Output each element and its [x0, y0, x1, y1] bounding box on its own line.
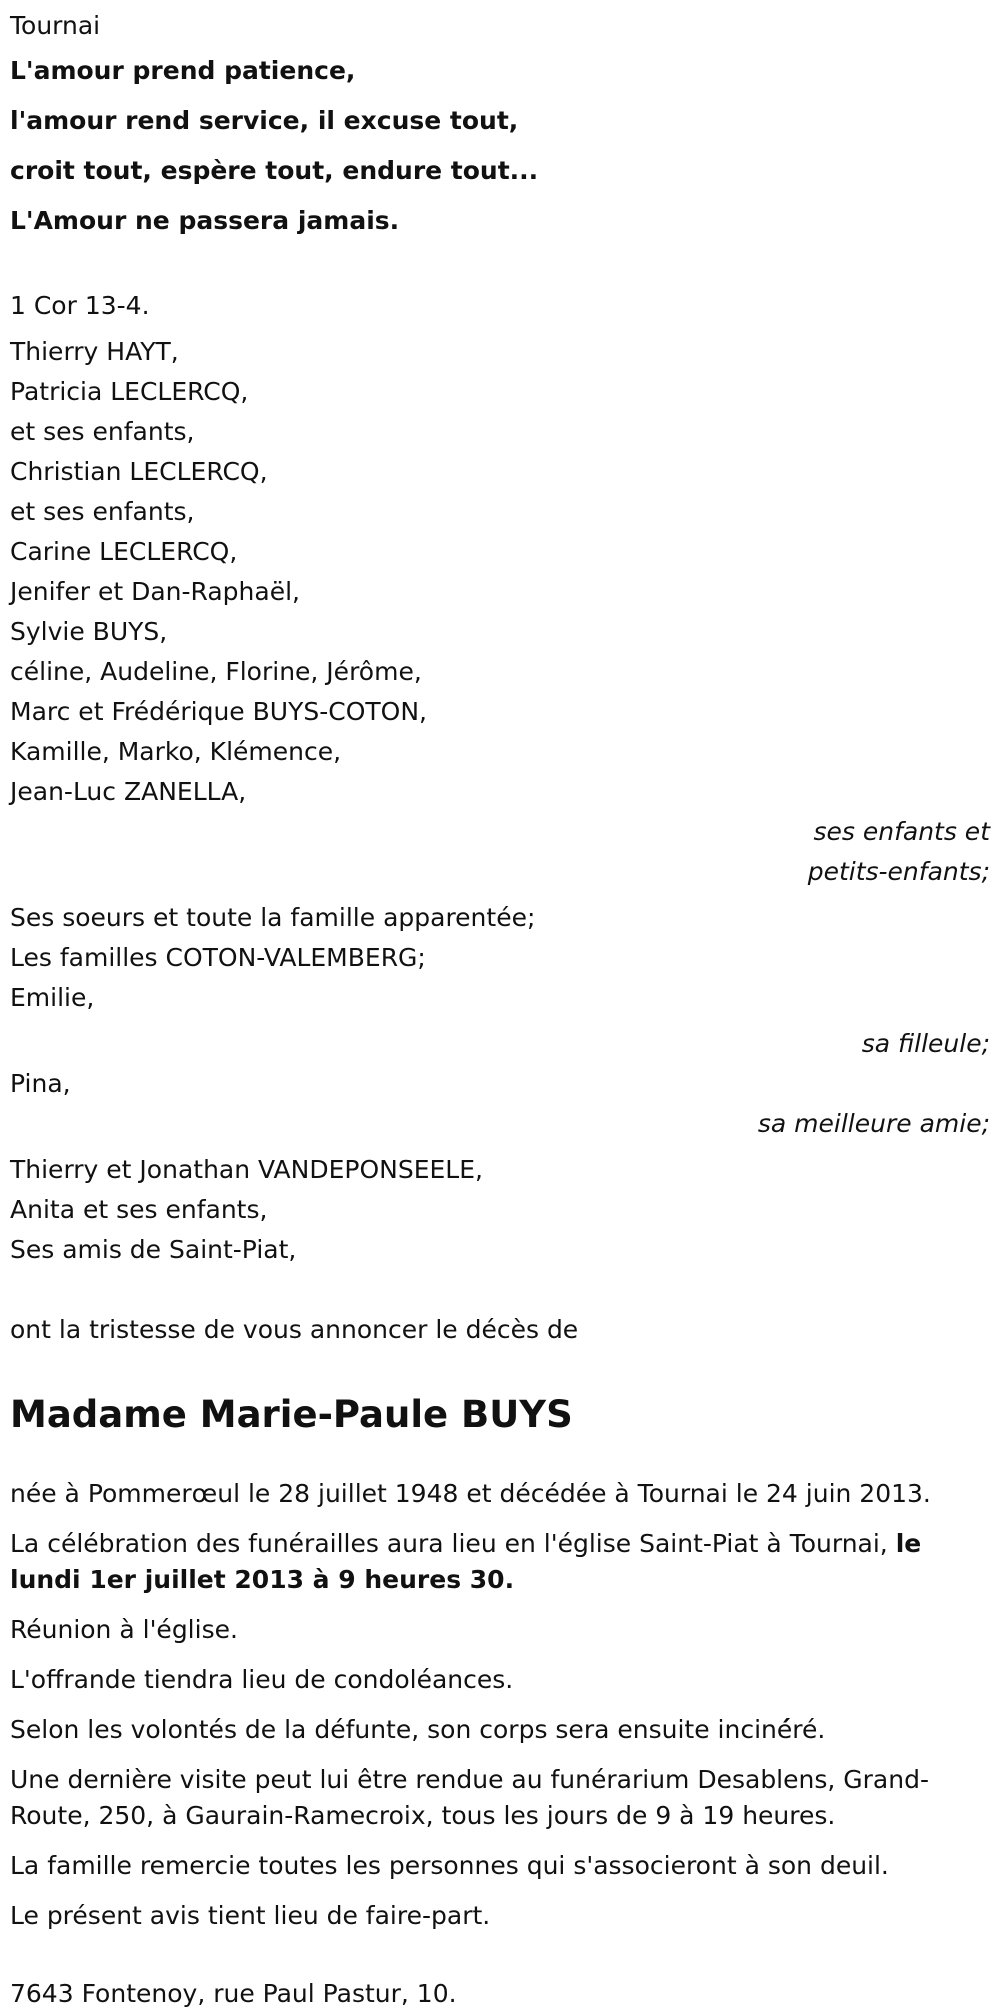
- cremation: Selon les volontés de la défunte, son corps sera ensuite inciné́ré.: [10, 1715, 826, 1744]
- friend-line: Thierry et Jonathan VANDEPONSEELE,: [10, 1155, 483, 1184]
- announcement: ont la tristesse de vous annoncer le décès de: [10, 1315, 579, 1344]
- bible-verse: [10, 46, 990, 246]
- visit: Une dernière visite peut lui être rendue au funérarium Desablens, Grand-Route, 250, à Gaurain-Ramecroix, tous les jours de 9 à 19 heures.: [10, 1765, 929, 1830]
- family-member: Thierry HAYT,: [10, 337, 179, 366]
- relation-children: [10, 812, 990, 892]
- friend-line: Ses amis de Saint-Piat,: [10, 1235, 297, 1264]
- family-member: Jenifer et Dan-Raphaël,: [10, 577, 300, 606]
- family-member: Christian LECLERCQ,: [10, 457, 268, 486]
- relation-line: petits-enfants;: [807, 857, 990, 886]
- offering: L'offrande tiendra lieu de condoléances.: [10, 1665, 514, 1694]
- sisters-line: Ses soeurs et toute la famille apparentée;: [10, 903, 536, 932]
- deceased-name: Madame Marie-Paule BUYS: [10, 1393, 573, 1436]
- verse-reference: 1 Cor 13-4.: [10, 291, 150, 320]
- goddaughter-name: Emilie,: [10, 983, 95, 1012]
- family-member: et ses enfants,: [10, 497, 195, 526]
- family-member: Carine LECLERCQ,: [10, 537, 238, 566]
- verse-line: croit tout, espère tout, endure tout...: [10, 156, 539, 185]
- family-member: Kamille, Marko, Klémence,: [10, 737, 342, 766]
- meeting: Réunion à l'église.: [10, 1615, 238, 1644]
- relation-line: ses enfants et: [813, 817, 990, 846]
- thanks: La famille remercie toutes les personnes qui s'associeront à son deuil.: [10, 1851, 889, 1880]
- verse-line: L'Amour ne passera jamais.: [10, 206, 400, 235]
- family-member: céline, Audeline, Florine, Jérôme,: [10, 657, 422, 686]
- friends-list: [10, 1150, 990, 1270]
- family-member: Sylvie BUYS,: [10, 617, 168, 646]
- notice: Le présent avis tient lieu de faire-part.: [10, 1901, 491, 1930]
- family-member: Patricia LECLERCQ,: [10, 377, 249, 406]
- funeral-date: le lundi 1er juillet 2013 à 9 heures 30.: [10, 1529, 922, 1594]
- family-member: Marc et Frédérique BUYS-COTON,: [10, 697, 427, 726]
- verse-line: l'amour rend service, il excuse tout,: [10, 106, 519, 135]
- verse-line: L'amour prend patience,: [10, 56, 356, 85]
- family-member: et ses enfants,: [10, 417, 195, 446]
- relation-friend: sa meilleure amie;: [757, 1109, 990, 1138]
- born-died: née à Pommerœul le 28 juillet 1948 et décédée à Tournai le 24 juin 2013.: [10, 1479, 931, 1508]
- place: Tournai: [10, 11, 101, 40]
- family-list: [10, 332, 990, 812]
- funeral-text: La célébration des funérailles aura lieu en l'église Saint-Piat à Tournai,: [10, 1529, 896, 1558]
- family-member: Jean-Luc ZANELLA,: [10, 777, 247, 806]
- friend-line: Anita et ses enfants,: [10, 1195, 268, 1224]
- relation-goddaughter: sa filleule;: [861, 1029, 990, 1058]
- funeral-info: [10, 1526, 990, 1598]
- obituary-details: [10, 1476, 990, 1934]
- address: 7643 Fontenoy, rue Paul Pastur, 10.: [10, 1979, 457, 2008]
- friend-name: Pina,: [10, 1069, 71, 1098]
- families-line: Les familles COTON-VALEMBERG;: [10, 943, 426, 972]
